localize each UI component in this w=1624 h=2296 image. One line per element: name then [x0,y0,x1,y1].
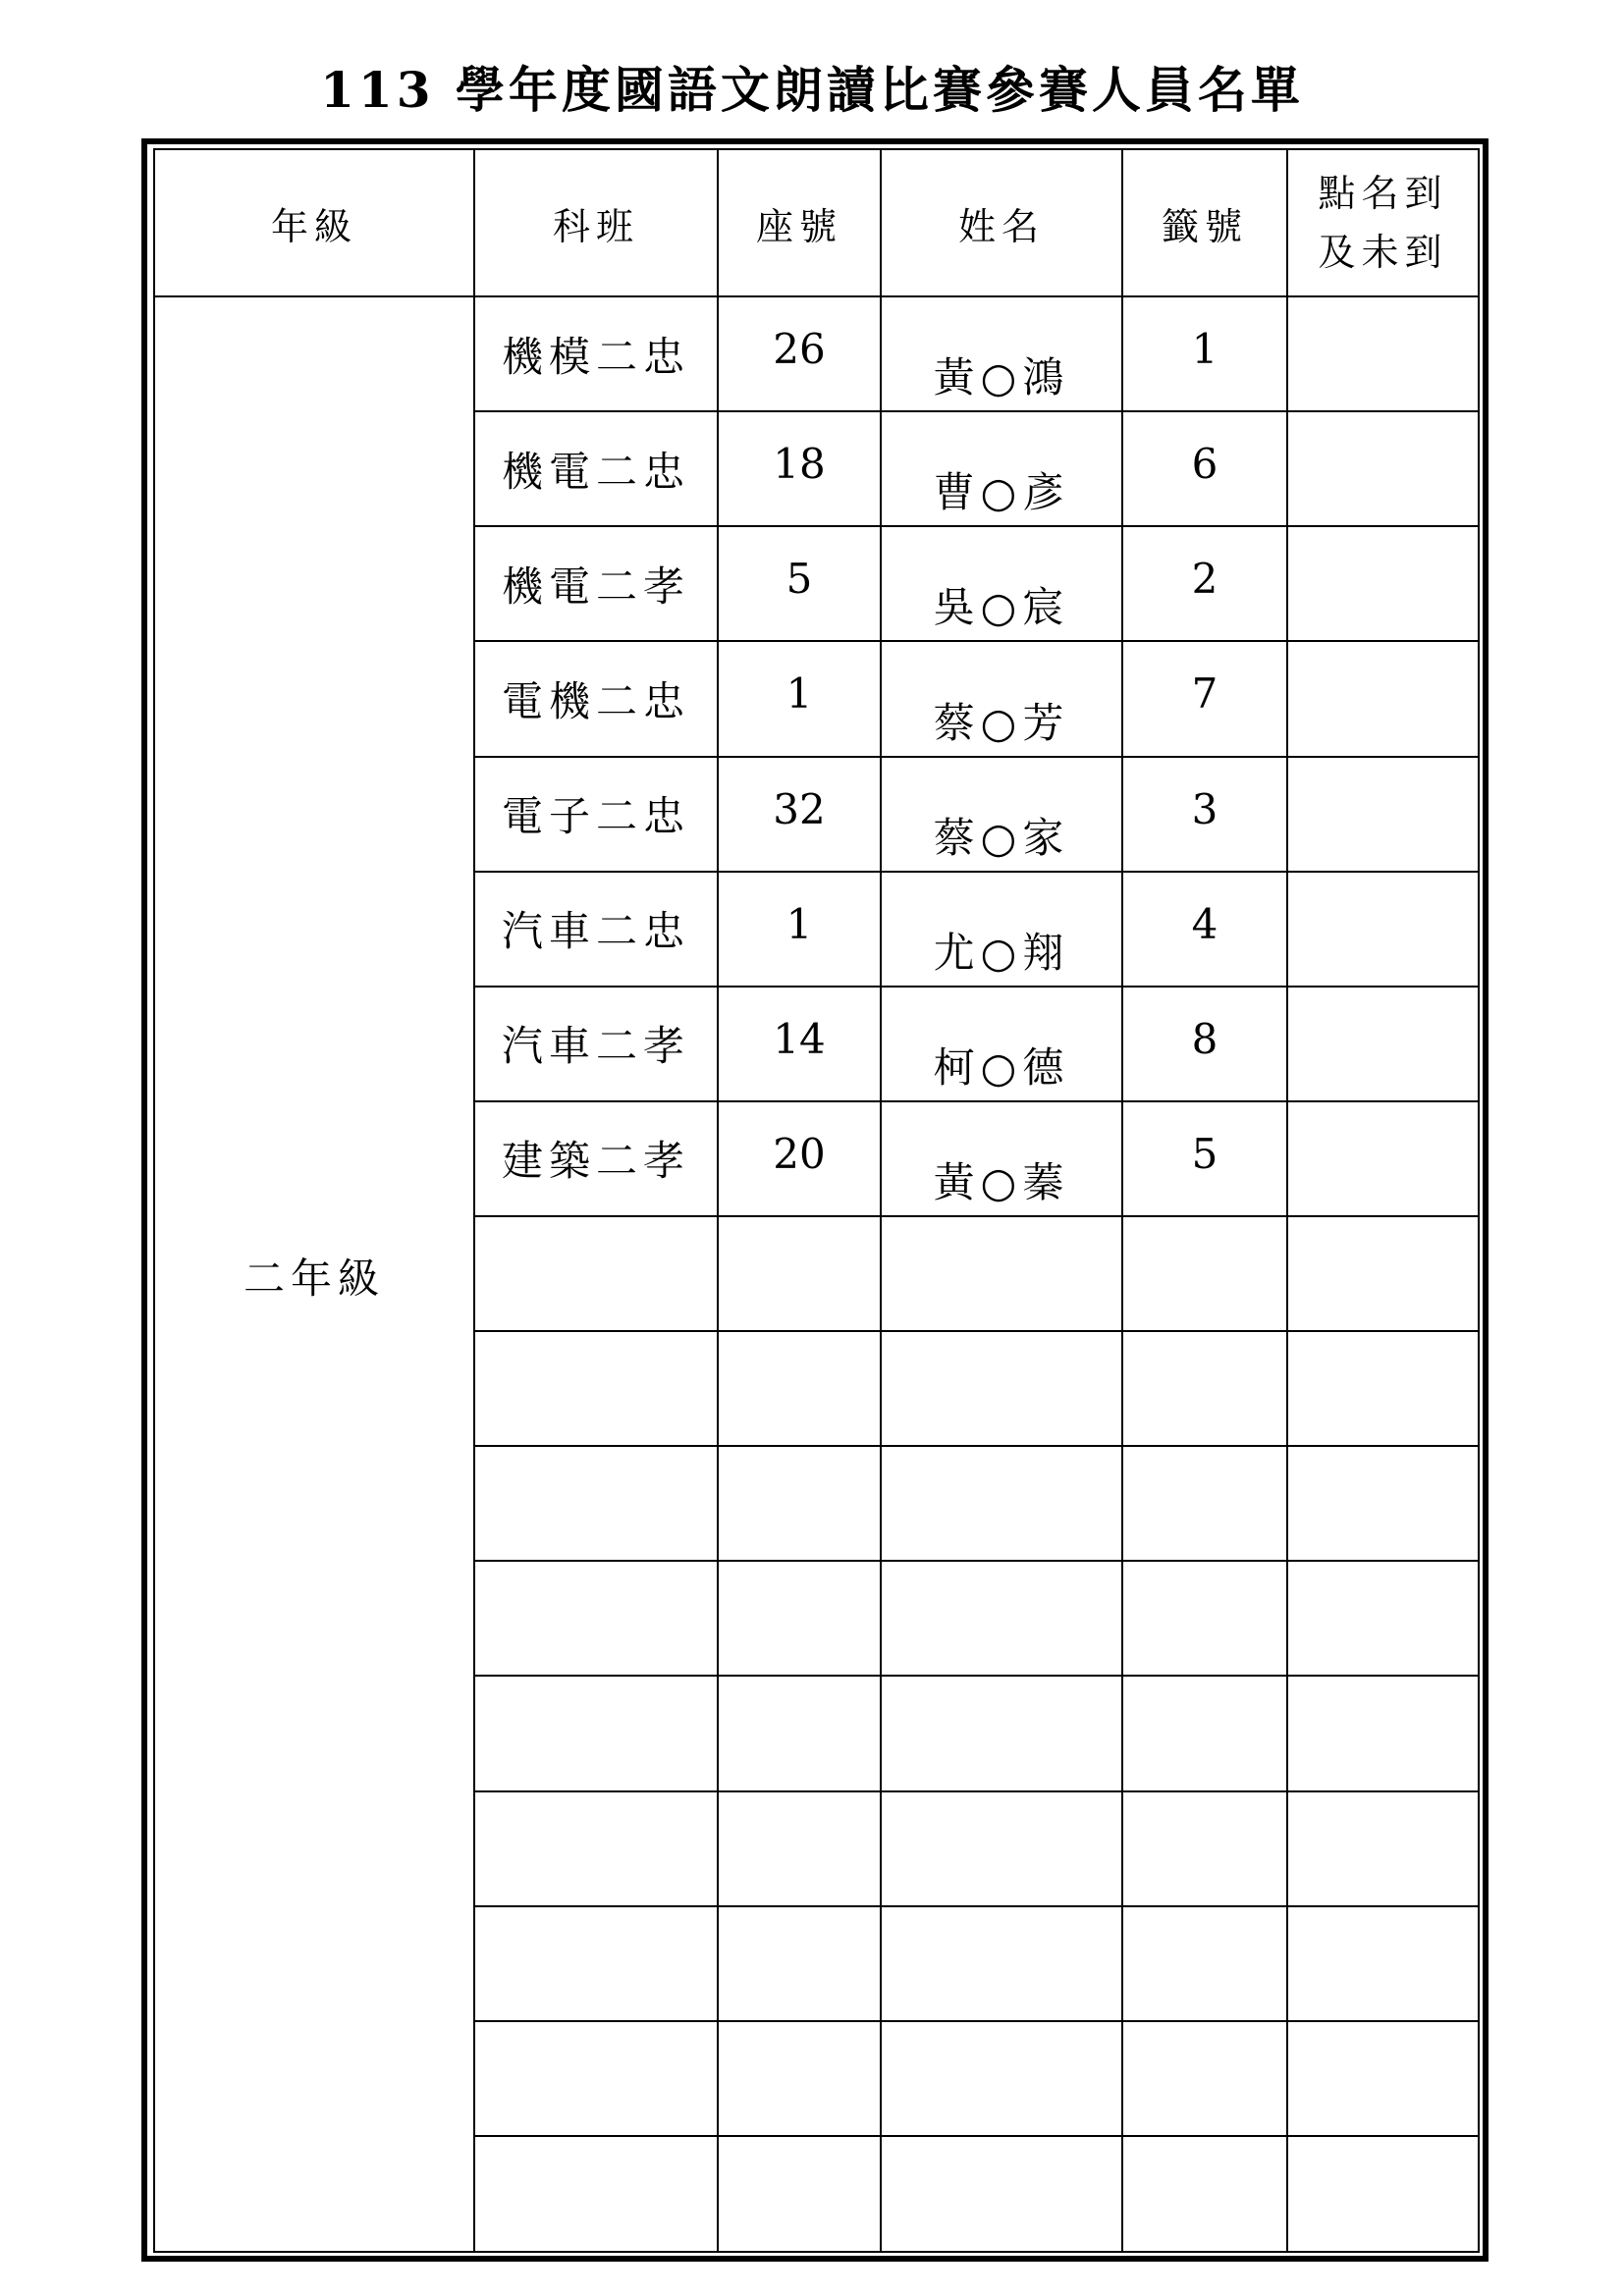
empty-cell [1122,1676,1287,1790]
attendance-cell [1287,296,1478,411]
name-cell: 蔡○家 [881,757,1122,872]
empty-cell [1287,1331,1478,1446]
lot-cell: 6 [1122,411,1287,526]
empty-cell [718,1331,881,1446]
empty-cell [1287,1216,1478,1331]
empty-cell [881,1906,1122,2021]
lot-cell: 2 [1122,526,1287,641]
grade-label: 二年級 [243,1255,385,1304]
empty-cell [881,1446,1122,1561]
name-cell: 尤○翔 [881,872,1122,987]
header-attendance [1287,150,1478,296]
empty-cell [881,1331,1122,1446]
seat-cell: 20 [718,1101,881,1216]
class-cell: 機電二忠 [474,411,718,526]
lot-cell: 1 [1122,296,1287,411]
header-attendance-line2: 及未到 [1318,231,1448,275]
empty-cell [474,1216,718,1331]
header-seat: 座號 [718,150,881,296]
empty-cell [718,1446,881,1561]
class-cell: 機電二孝 [474,526,718,641]
header-lot: 籤號 [1122,150,1287,296]
empty-cell [718,1216,881,1331]
seat-cell: 1 [718,641,881,756]
empty-cell [1122,1446,1287,1561]
empty-cell [474,1446,718,1561]
empty-cell [1287,1446,1478,1561]
name-cell: 黃○蓁 [881,1101,1122,1216]
empty-cell [1122,2021,1287,2136]
empty-cell [1287,1676,1478,1790]
seat-cell: 1 [718,872,881,987]
seat-cell: 32 [718,757,881,872]
empty-cell [718,1561,881,1676]
attendance-cell [1287,1101,1478,1216]
attendance-cell [1287,987,1478,1101]
class-cell: 機模二忠 [474,296,718,411]
empty-cell [881,1791,1122,1906]
empty-cell [881,1216,1122,1331]
empty-cell [881,2136,1122,2251]
empty-cell [1287,1906,1478,2021]
empty-cell [1122,1216,1287,1331]
lot-cell: 5 [1122,1101,1287,1216]
header-attendance-line1: 點名到 [1318,172,1448,216]
seat-cell: 14 [718,987,881,1101]
attendance-cell [1287,641,1478,756]
empty-cell [881,1676,1122,1790]
name-cell: 黃○鴻 [881,296,1122,411]
class-cell: 汽車二孝 [474,987,718,1101]
empty-cell [474,1676,718,1790]
empty-cell [1287,2021,1478,2136]
empty-cell [718,1906,881,2021]
empty-cell [881,2021,1122,2136]
attendance-cell [1287,872,1478,987]
empty-cell [474,1331,718,1446]
lot-cell: 7 [1122,641,1287,756]
class-cell: 汽車二忠 [474,872,718,987]
seat-cell: 5 [718,526,881,641]
empty-cell [718,2136,881,2251]
empty-cell [1122,1561,1287,1676]
lot-cell: 3 [1122,757,1287,872]
header-name: 姓名 [881,150,1122,296]
empty-cell [1122,1906,1287,2021]
class-cell: 電機二忠 [474,641,718,756]
empty-cell [474,1561,718,1676]
lot-cell: 8 [1122,987,1287,1101]
empty-cell [881,1561,1122,1676]
name-cell: 曹○彥 [881,411,1122,526]
attendance-cell [1287,757,1478,872]
participant-table [155,150,1478,2251]
empty-cell [1287,1791,1478,1906]
class-cell: 電子二忠 [474,757,718,872]
empty-cell [474,2021,718,2136]
empty-cell [1287,1561,1478,1676]
seat-cell: 18 [718,411,881,526]
attendance-cell [1287,411,1478,526]
name-cell: 柯○德 [881,987,1122,1101]
grade-label-cell [155,296,474,2251]
empty-cell [1287,2136,1478,2251]
name-cell: 吳○宸 [881,526,1122,641]
empty-cell [1122,1331,1287,1446]
class-cell: 建築二孝 [474,1101,718,1216]
seat-cell: 26 [718,296,881,411]
empty-cell [1122,2136,1287,2251]
header-class: 科班 [474,150,718,296]
empty-cell [718,1791,881,1906]
empty-cell [718,2021,881,2136]
attendance-cell [1287,526,1478,641]
header-row [155,150,1478,296]
empty-cell [474,1791,718,1906]
document-title: 113 學年度國語文朗讀比賽參賽人員名單 [320,61,1304,119]
empty-cell [1122,1791,1287,1906]
lot-cell: 4 [1122,872,1287,987]
name-cell: 蔡○芳 [881,641,1122,756]
empty-cell [474,1906,718,2021]
empty-cell [718,1676,881,1790]
table-row [155,296,1478,411]
empty-cell [474,2136,718,2251]
header-grade: 年級 [155,150,474,296]
